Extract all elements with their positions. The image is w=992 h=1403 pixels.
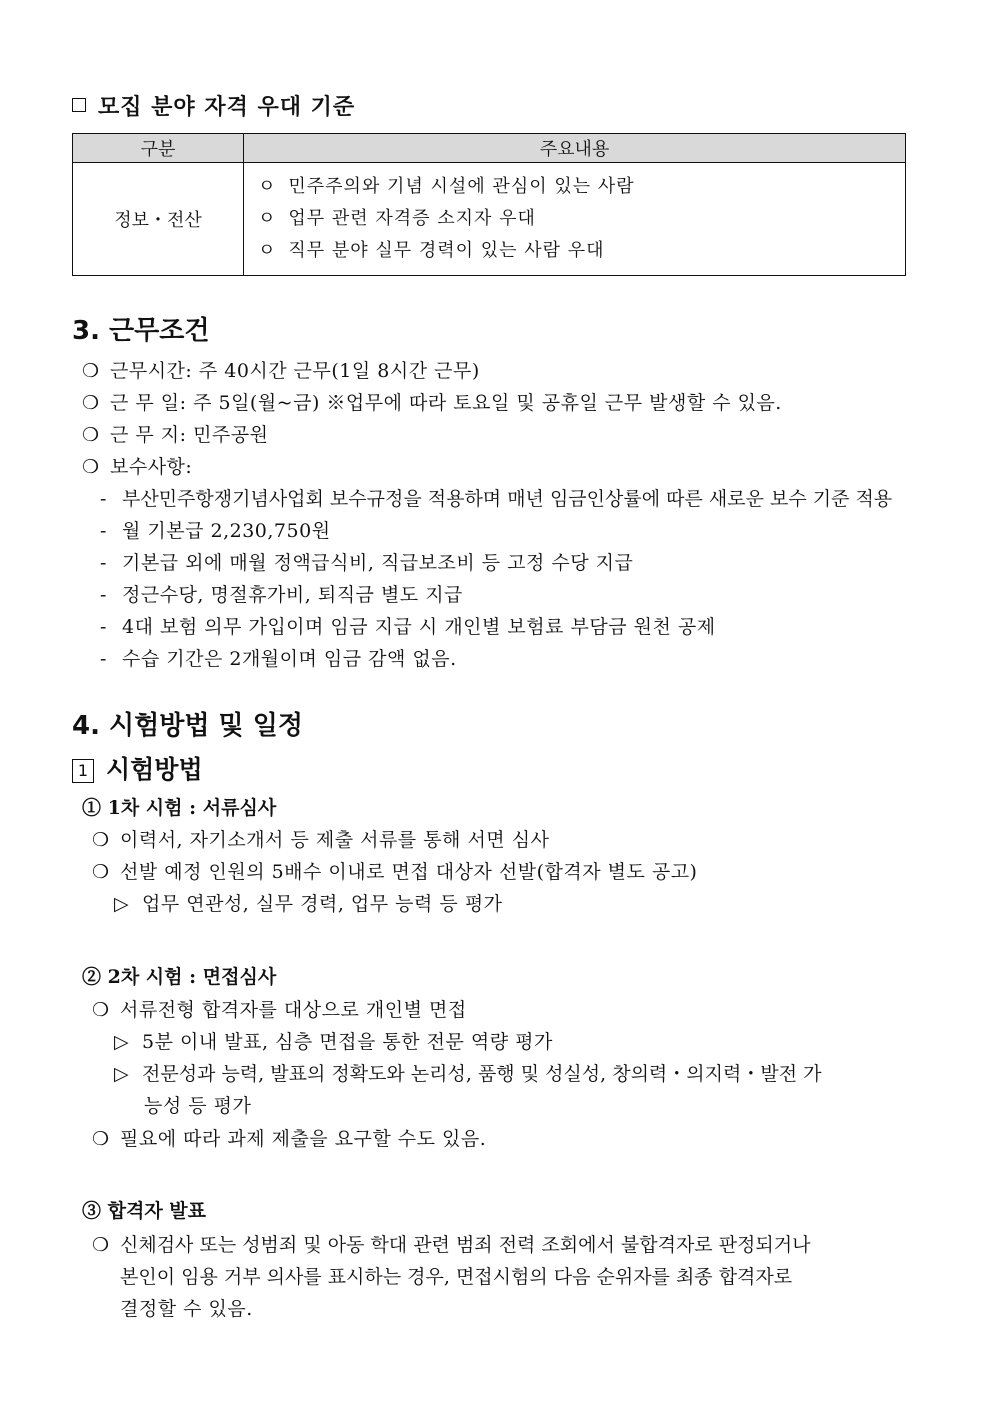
circle-bullet-icon: ❍ [92, 829, 110, 851]
pay-item: - 월 기본급 2,230,750원 [100, 520, 331, 542]
item-text: 민주주의와 기념 시설에 관심이 있는 사람 [288, 176, 635, 197]
list-item [258, 171, 891, 203]
triangle-bullet-icon: ▷ [114, 1063, 129, 1085]
pay-item: - 기본급 외에 매월 정액급식비, 직급보조비 등 고정 수당 지급 [100, 552, 634, 574]
circle-bullet-icon: ❍ [92, 1128, 110, 1150]
item-text: 직무 분야 실무 경력이 있는 사람 우대 [288, 240, 605, 261]
section-4-title: 4. 시험방법 및 일정 [72, 711, 303, 741]
step-1-line: ❍ 이력서, 자기소개서 등 제출 서류를 통해 서면 심사 [92, 829, 550, 851]
list-item [258, 235, 891, 267]
circle-bullet-icon: ❍ [82, 392, 100, 414]
pay-item: - 4대 보험 의무 가입이며 임금 지급 시 개인별 보험료 부담금 원천 공제 [100, 616, 716, 638]
header-content: 주요내용 [244, 134, 906, 163]
circle-bullet-icon: ❍ [92, 1234, 110, 1256]
qualification-heading [72, 90, 355, 121]
header-category: 구분 [73, 134, 244, 163]
step-2-line: ❍ 서류전형 합격자를 대상으로 개인별 면접 [92, 999, 467, 1021]
pay-item: - 정근수당, 명절휴가비, 퇴직금 별도 지급 [100, 584, 463, 606]
circle-bullet-icon: ❍ [92, 999, 110, 1021]
subsection-title: 시험방법 [106, 755, 203, 784]
qualification-heading-text: 모집 분야 자격 우대 기준 [98, 95, 356, 120]
step-3-line: ❍ 신체검사 또는 성범죄 및 아동 학대 관련 범죄 전력 조회에서 불합격자로 판정되거나 [92, 1234, 811, 1256]
section-3-title: 3. 근무조건 [72, 316, 210, 346]
pay-line: ❍ 보수사항: [82, 456, 193, 478]
list-item [258, 203, 891, 235]
circle-bullet-icon: ❍ [82, 360, 100, 382]
number-box-icon: 1 [72, 759, 94, 783]
pay-item: - 수습 기간은 2개월이며 임금 감액 없음. [100, 648, 457, 670]
category-cell: 정보・전산 [73, 163, 244, 276]
step-2-line: ❍ 필요에 따라 과제 제출을 요구할 수도 있음. [92, 1128, 487, 1150]
circle-bullet-icon: ❍ [82, 456, 100, 478]
step-2-sub: ▷ 5분 이내 발표, 심층 면접을 통한 전문 역량 평가 [114, 1031, 553, 1053]
checkbox-square-icon [72, 98, 86, 112]
qualification-table [72, 133, 906, 276]
work-days-line: ❍ 근 무 일: 주 5일(월~금) ※업무에 따라 토요일 및 공휴일 근무 발생할 수 있음. [82, 392, 782, 414]
step-1-title: ① 1차 시험 : 서류심사 [82, 797, 277, 819]
pay-item: - 부산민주항쟁기념사업회 보수규정을 적용하며 매년 임금인상률에 따른 새로운 보수 기준 적용 [100, 488, 893, 510]
bullet-icon: ㅇ [258, 240, 277, 261]
step-2-sub-cont: 능성 등 평가 [144, 1095, 252, 1117]
step-3-line-cont: 본인이 임용 거부 의사를 표시하는 경우, 면접시험의 다음 순위자를 최종 합격자로 [120, 1266, 793, 1288]
item-text: 업무 관련 자격증 소지자 우대 [288, 208, 536, 229]
subsection-exam-method [72, 750, 203, 786]
step-1-line: ❍ 선발 예정 인원의 5배수 이내로 면접 대상자 선발(합격자 별도 공고) [92, 861, 698, 883]
bullet-icon: ㅇ [258, 176, 277, 197]
bullet-icon: ㅇ [258, 208, 277, 229]
step-3-title: ③ 합격자 발표 [82, 1200, 206, 1222]
triangle-bullet-icon: ▷ [114, 893, 130, 915]
circle-bullet-icon: ❍ [92, 861, 110, 883]
table-row [73, 163, 906, 276]
table-header-row [73, 134, 906, 163]
content-cell [244, 163, 906, 276]
work-hours-line: ❍ 근무시간: 주 40시간 근무(1일 8시간 근무) [82, 360, 480, 382]
circle-bullet-icon: ❍ [82, 424, 100, 446]
step-3-line-cont: 결정할 수 있음. [120, 1298, 253, 1320]
triangle-bullet-icon: ▷ [114, 1031, 130, 1053]
step-2-sub: ▷ 전문성과 능력, 발표의 정확도와 논리성, 품행 및 성실성, 창의력・의지력・발전 가 [114, 1063, 822, 1085]
step-1-sub: ▷ 업무 연관성, 실무 경력, 업무 능력 등 평가 [114, 893, 503, 915]
step-2-title: ② 2차 시험 : 면접심사 [82, 966, 277, 988]
work-place-line: ❍ 근 무 지: 민주공원 [82, 424, 269, 446]
